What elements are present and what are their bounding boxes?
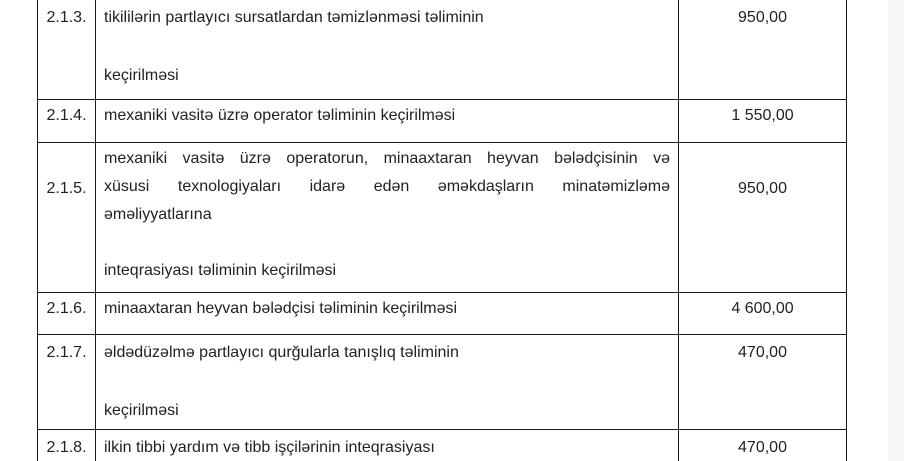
- row-description: [96, 335, 679, 430]
- row-price: 4 600,00: [679, 293, 847, 335]
- row-number: 2.1.3.: [38, 0, 96, 100]
- table-row: [38, 335, 847, 430]
- description-line: əldədüzəlmə partlayıcı qurğularla tanışlıq təliminin: [104, 344, 459, 361]
- description-line: tikililərin partlayıcı sursatlardan təmizlənməsi təliminin: [104, 9, 484, 26]
- description-line: inteqrasiyası təliminin keçirilməsi: [104, 262, 337, 279]
- description-line: minaaxtaran heyvan bələdçisi təliminin keçirilməsi: [104, 300, 458, 317]
- row-description: [96, 0, 679, 100]
- description-line: əməliyyatlarına: [104, 206, 212, 223]
- description-line: mexaniki vasitə üzrə operatorun, minaaxtaran heyvan bələdçisinin və: [104, 150, 670, 167]
- page-right-margin: [888, 0, 904, 461]
- row-number: 2.1.7.: [38, 335, 96, 430]
- description-line: keçirilməsi: [104, 67, 179, 84]
- row-price: 1 550,00: [679, 100, 847, 143]
- table-row: [38, 100, 847, 143]
- row-description: [96, 100, 679, 143]
- row-number: 2.1.6.: [38, 293, 96, 335]
- table-row: [38, 293, 847, 335]
- description-line: ilkin tibbi yardım və tibb işçilərinin inteqrasiyası: [104, 439, 435, 456]
- row-description: [96, 293, 679, 335]
- row-price: 470,00: [679, 430, 847, 461]
- table-row: [38, 430, 847, 461]
- row-number: 2.1.4.: [38, 100, 96, 143]
- table-row: [38, 143, 847, 293]
- description-line: keçirilməsi: [104, 402, 179, 419]
- row-price: 950,00: [679, 0, 847, 100]
- row-description: [96, 143, 679, 293]
- row-price: 470,00: [679, 335, 847, 430]
- table-row: [38, 0, 847, 100]
- row-description: [96, 430, 679, 461]
- row-number: 2.1.5.: [38, 143, 96, 293]
- tariff-table: [37, 0, 847, 461]
- description-line: mexaniki vasitə üzrə operator təliminin keçirilməsi: [104, 107, 456, 124]
- row-price: 950,00: [679, 143, 847, 293]
- row-number: 2.1.8.: [38, 430, 96, 461]
- description-line: xüsusi texnologiyaları idarə edən əməkdaşların minatəmizləmə: [104, 178, 670, 195]
